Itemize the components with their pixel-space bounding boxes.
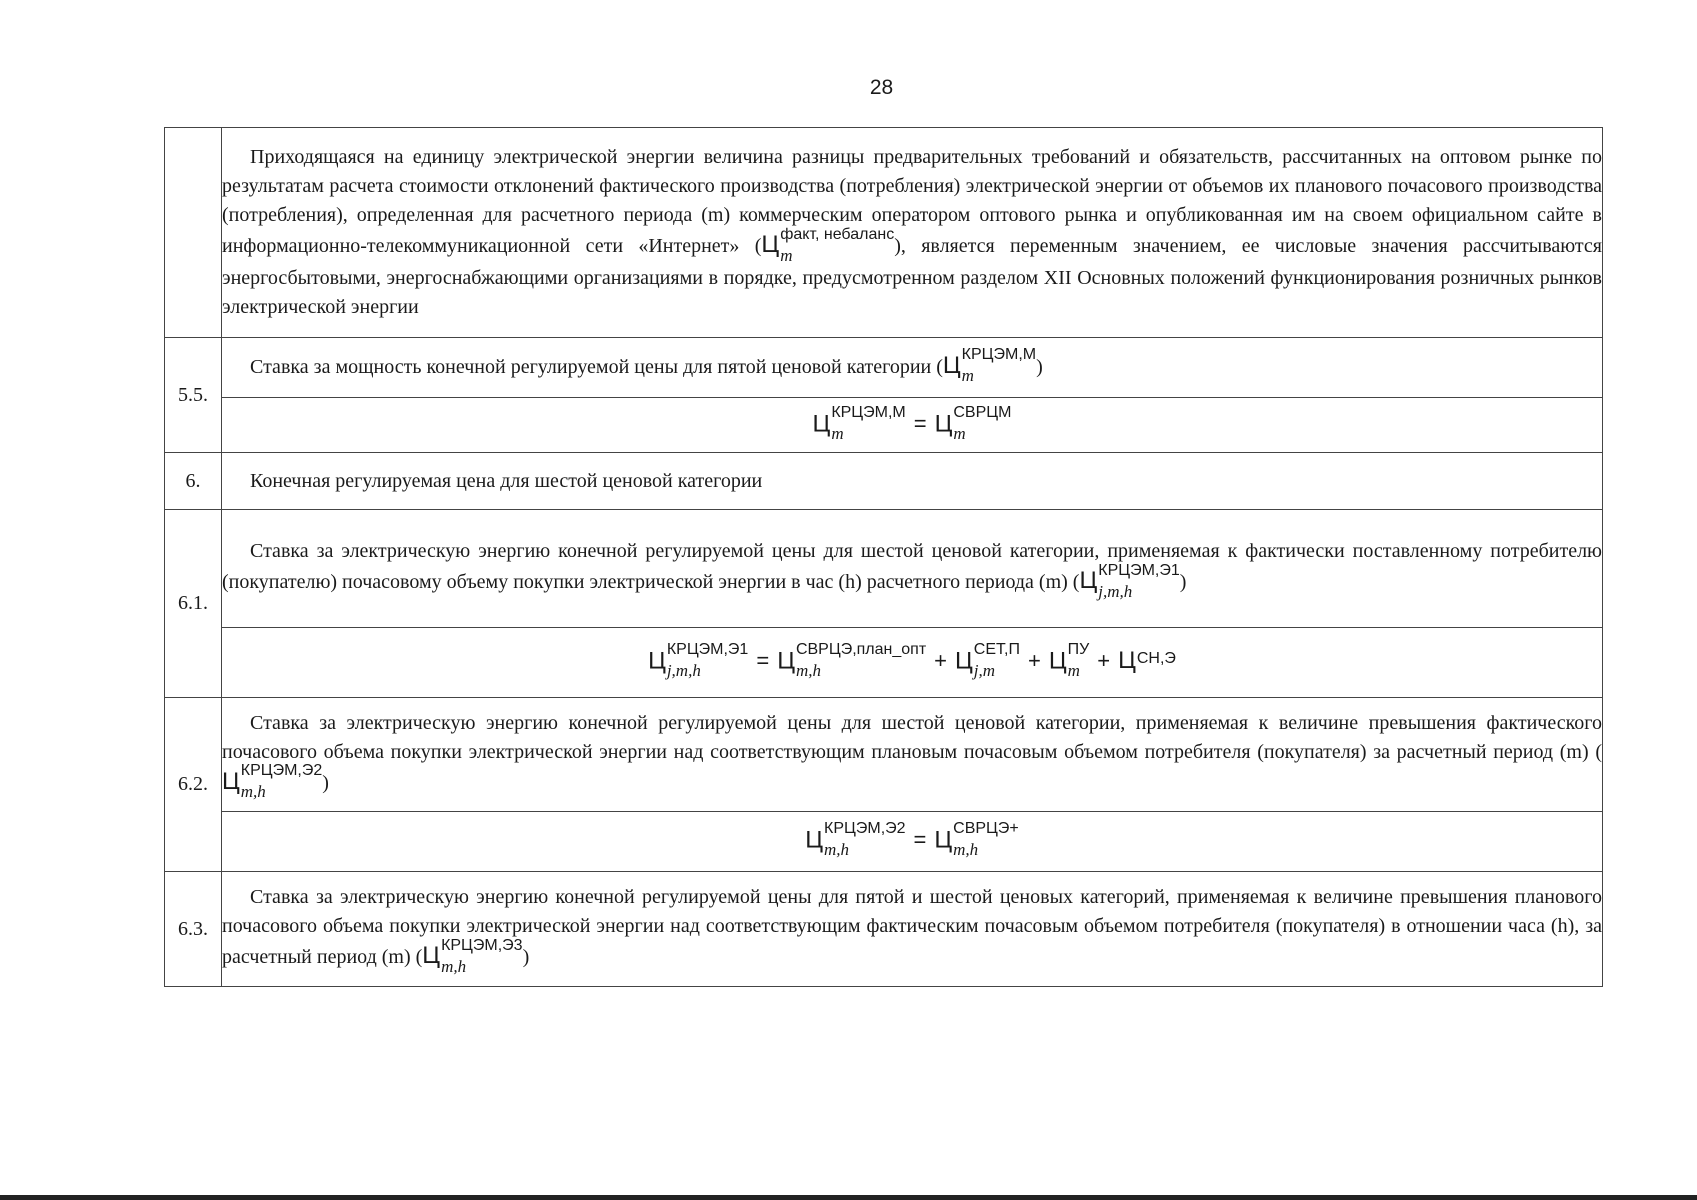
price-symbol (422, 936, 523, 976)
close-paren: ) (1036, 355, 1043, 378)
row-number: 6. (165, 453, 222, 510)
formula-cell (222, 628, 1603, 698)
row-text: Конечная регулируемая цена для шестой ценовой категории (250, 469, 763, 492)
price-symbol (222, 762, 323, 802)
row-number: 6.2. (165, 698, 222, 872)
tariff-table (164, 127, 1603, 987)
formula-term (1118, 647, 1176, 675)
symbol-base: Ц (955, 647, 973, 675)
symbol-superscript: КРЦЭМ,Э1 (666, 641, 749, 658)
row-text-cell (222, 338, 1603, 398)
table-row-6-2 (165, 698, 1603, 812)
symbol-superscript: КРЦЭМ,Э2 (824, 820, 906, 837)
equals-sign: = (756, 648, 770, 674)
symbol-base: Ц (934, 826, 953, 854)
symbol-subscript: m,h (441, 956, 467, 976)
symbol-base: Ц (812, 409, 831, 437)
symbol-superscript: СВРЦЭ+ (953, 820, 1019, 837)
table-row-6-2-formula (165, 812, 1603, 872)
price-symbol (761, 225, 895, 265)
symbol-base: Ц (934, 409, 953, 437)
symbol-superscript: факт, небаланс (780, 225, 895, 243)
symbol-base: Ц (648, 647, 666, 675)
symbol-base: Ц (222, 767, 240, 795)
scan-bottom-edge (0, 1195, 1697, 1200)
intro-text-after: ), является переменным значением, ее числовые значения рассчитываются энергосбытовыми, энергоснабжающими организациями в порядке, предусмотренном разделом XII Основных положений функционирования розничных рынков электрической энергии (222, 235, 1602, 318)
table-row-intro (165, 128, 1603, 338)
symbol-superscript: КРЦЭМ,Э1 (1098, 561, 1180, 579)
symbol-subscript: m (1067, 661, 1080, 680)
formula-cell (222, 812, 1603, 872)
symbol-superscript: СЕТ,П (973, 641, 1020, 658)
symbol-subscript: j,m (973, 661, 996, 680)
table-row-6-3 (165, 872, 1603, 987)
symbol-subscript: m (780, 245, 793, 265)
symbol-base: Ц (1118, 647, 1136, 675)
symbol-base: Ц (777, 647, 795, 675)
price-symbol (942, 346, 1037, 386)
plus-sign: + (934, 648, 948, 674)
symbol-subscript: m (831, 423, 844, 443)
row-text-cell (222, 872, 1603, 987)
row-number: 5.5. (165, 338, 222, 453)
symbol-superscript: СВРЦЭ,план_опт (795, 641, 927, 658)
close-paren: ) (522, 946, 530, 969)
symbol-base: Ц (761, 231, 780, 259)
formula-cell (222, 398, 1603, 453)
symbol-subscript: m,h (795, 661, 821, 680)
intro-text-cell (222, 128, 1603, 338)
formula-term (648, 641, 749, 680)
symbol-subscript: m,h (953, 840, 979, 859)
page-number: 28 (869, 76, 894, 99)
plus-sign: + (1027, 648, 1041, 674)
formula-rhs (934, 403, 1012, 443)
formula-term (1048, 641, 1090, 680)
symbol-superscript: КРЦЭМ,Э3 (441, 936, 523, 954)
row-text: Ставка за электрическую энергию конечной регулируемой цены для шестой ценовой категории, применяемая к фактически поставленному потребителю (покупателю) почасовому объему покупки электрической энергии в час (h) расчетного периода (m) ( (222, 540, 1602, 594)
symbol-superscript: СН,Э (1136, 649, 1176, 667)
row-number-empty (165, 128, 222, 338)
symbol-superscript: КРЦЭМ,Э2 (240, 762, 323, 780)
row-text: Ставка за электрическую энергию конечной регулируемой цены для пятой и шестой ценовых категорий, применяемая к величине превышения планового почасового объема покупки электрической энергии над соответствующим фактическим почасовым объемом потребителя (покупателя) в отношении часа (h), за расчетный период (m) ( (222, 886, 1602, 969)
row-text: Ставка за мощность конечной регулируемой цены для пятой ценовой категории ( (250, 355, 943, 378)
symbol-base: Ц (942, 351, 961, 379)
symbol-superscript: КРЦЭМ,М (961, 346, 1037, 364)
table-row-5-5-formula (165, 398, 1603, 453)
row-text-cell (222, 698, 1603, 812)
row-text: Ставка за электрическую энергию конечной регулируемой цены для шестой ценовой категории, применяемая к величине превышения фактического почасового объема покупки электрической энергии над соответствующим плановым почасовым объемом потребителя (покупателя) за расчетный период (m) ( (222, 711, 1602, 763)
symbol-base: Ц (1079, 567, 1098, 595)
equals-sign: = (913, 827, 927, 853)
symbol-subscript: j,m,h (1098, 581, 1133, 601)
table-row-6 (165, 453, 1603, 510)
price-symbol (1079, 561, 1180, 601)
symbol-base: Ц (805, 826, 824, 854)
formula-lhs (805, 820, 906, 859)
symbol-superscript: СВРЦМ (953, 403, 1012, 421)
formula-term (777, 641, 927, 680)
row-text-cell (222, 510, 1603, 628)
symbol-base: Ц (422, 942, 441, 970)
formula-lhs (812, 403, 906, 443)
symbol-subscript: m (961, 366, 974, 386)
table-row-6-1-formula (165, 628, 1603, 698)
intro-text-before: Приходящаяся на единицу электрической энергии величина разницы предварительных требований и обязательств, рассчитанных на оптовом рынке по результатам расчета стоимости отклонений фактического производства (потребления) электрической энергии от объемов их планового почасового производства (потребления), определенная для расчетного периода (m) коммерческим оператором оптового рынка и опубликованная им на своем официальном сайте в информационно-телекоммуникационной сети «Интернет» ( (222, 146, 1602, 258)
symbol-base: Ц (1048, 647, 1067, 675)
symbol-subscript: m,h (240, 782, 266, 802)
table-row-6-1 (165, 510, 1603, 628)
row-number: 6.3. (165, 872, 222, 987)
plus-sign: + (1097, 648, 1111, 674)
close-paren: ) (322, 771, 329, 794)
row-text-cell (222, 453, 1603, 510)
symbol-superscript: КРЦЭМ,М (831, 403, 906, 421)
formula-rhs (934, 820, 1019, 859)
symbol-subscript: m,h (824, 840, 850, 859)
symbol-subscript: j,m,h (666, 661, 701, 680)
close-paren: ) (1179, 571, 1187, 594)
symbol-superscript: ПУ (1067, 641, 1090, 658)
table-row-5-5 (165, 338, 1603, 398)
symbol-subscript: m (953, 423, 966, 443)
row-number: 6.1. (165, 510, 222, 698)
equals-sign: = (913, 410, 927, 436)
formula-term (955, 641, 1020, 680)
